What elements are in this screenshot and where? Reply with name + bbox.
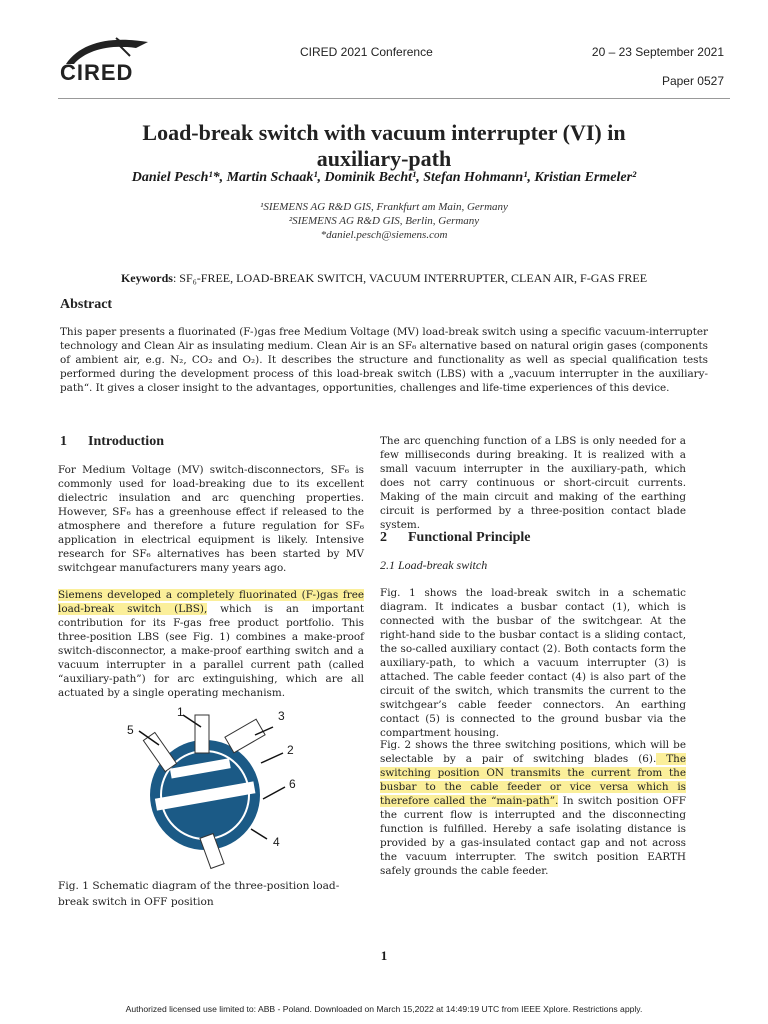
lbs-schematic-diagram — [115, 705, 315, 875]
intro-paragraph-1: For Medium Voltage (MV) switch-disconnectors, SF₆ is commonly used for load-breaking due to its excellent dielectric insulation and arc quenching properties. However, SF₆ has a greenhouse effect if released to the atmosphere and therefore a future regulation for SF₆ application in electrical equipment is likely. Intensive research for SF₆ alternatives has been started by MV switchgear manufacturers many years ago. — [58, 464, 364, 574]
logo-text: CIRED — [60, 60, 134, 85]
paper-number: Paper 0527 — [661, 74, 724, 88]
figure-1-caption: Fig. 1 Schematic diagram of the three-position load-break switch in OFF position — [58, 880, 340, 908]
right-paragraph-3 — [380, 738, 686, 878]
abstract-text: This paper presents a fluorinated (F-)gas free Medium Voltage (MV) load-break switch using a specific vacuum-interrupter technology and Clean Air as insulating medium. Clean Air is an SF₆ alternative based on natural origin gases (components of ambient air, e.g. N₂, CO₂ and O₂). It describes the structure and functionality as well as special qualification tests performed during the development process of this load-break switch (LBS) with a „vacuum interrupter in the auxiliary-path“. It gives a closer insight to the advantages, opportunities, challenges and life-time experiences of this device. — [60, 326, 708, 394]
right-paragraph-3-end: In switch position OFF the current flow is interrupted and the disconnecting function is fulfilled. Hereby a safe isolating distance is provided by a gas-insulated contact gap and not across the vacuum interrupter. The switch position EARTH safely grounds the cable feeder. — [380, 795, 687, 877]
affiliation-2: ²SIEMENS AG R&D GIS, Berlin, Germany — [288, 215, 480, 227]
keywords-label: Keywords — [120, 271, 173, 285]
affiliation-email: *daniel.pesch@siemens.com — [320, 229, 448, 241]
right-paragraph-2: Fig. 1 shows the load-break switch in a schematic diagram. It indicates a busbar contact (1), which is connected with the busbar of the switchgear. At the right-hand side to the busbar contact is a sliding contact, the so-called auxiliary contact (2). Both contacts form the auxiliary-path, to which a vacuum interrupter (3) is attached. The cable feeder contact (4) is also part of the circuit of the switch, which transmits the current to the switchgear’s cable feeder connectors. An earthing contact (5) is connected to the ground busbar via the compartment housing. — [380, 587, 686, 739]
fig1-label-2: 2 — [287, 743, 294, 757]
intro-paragraph-2 — [58, 588, 364, 700]
intro-highlight: Siemens developed a completely fluorinated (F-)gas free load-break switch (LBS), — [58, 589, 364, 615]
fig1-label-4: 4 — [273, 835, 280, 849]
keywords — [60, 271, 708, 286]
right-paragraph-1: The arc quenching function of a LBS is only needed for a few milliseconds during breaking. It is realized with a small vacuum interrupter in the auxiliary-path, which does not carry continuous or short-circuit currents. Making of the main circuit and making of the earthing circuit is performed by a three-position contact blade system. — [380, 435, 686, 531]
keywords-text: : SF₆-FREE, LOAD-BREAK SWITCH, VACUUM INTERRUPTER, CLEAN AIR, F-GAS FREE — [172, 271, 648, 285]
fig1-label-5: 5 — [127, 723, 134, 737]
header-rule — [58, 98, 730, 99]
subsection-2-1-heading: 2.1 Load-break switch — [380, 558, 488, 572]
title-line-1: Load-break switch with vacuum interrupter (VI) in — [142, 120, 626, 145]
cired-logo — [56, 34, 156, 84]
affiliation-1: ¹SIEMENS AG R&D GIS, Frankfurt am Main, Germany — [260, 201, 508, 213]
section-2-heading: 2 Functional Principle — [380, 530, 531, 545]
right-paragraph-3-start: Fig. 2 shows the three switching positions, which will be selectable by a pair of switching blades (6). — [380, 739, 686, 765]
paper-title — [60, 120, 708, 172]
abstract-heading: Abstract — [60, 297, 113, 312]
section-1-heading: 1 Introduction — [60, 434, 164, 449]
conference-dates: 20 – 23 September 2021 — [591, 45, 724, 59]
page-number: 1 — [380, 948, 388, 963]
conference-name: CIRED 2021 Conference — [300, 45, 433, 59]
fig1-label-1: 1 — [177, 705, 184, 719]
intro-paragraph-2-rest: which is an important contribution for its F-gas free product portfolio. This three-position LBS (see Fig. 1) combines a make-proof switch-disconnector, a make-proof earthing switch and a vacuum interrupter in a parallel current path (called “auxiliary-path”) for arc extinguishing, which are all actuated by a single operating mechanism. — [58, 603, 364, 699]
fig1-label-6: 6 — [289, 777, 296, 791]
figure-1 — [115, 705, 315, 875]
main-path-highlight: The switching position ON transmits the current from the busbar to the cable feeder or vice versa which is therefore called the “main-path”. — [380, 753, 686, 807]
title-line-2: auxiliary-path — [316, 146, 452, 171]
authors: Daniel Pesch¹*, Martin Schaak¹, Dominik Becht¹, Stefan Hohmann¹, Kristian Ermeler² — [131, 170, 637, 185]
license-footer: Authorized licensed use limited to: ABB - Poland. Downloaded on March 15,2022 at 14:49:19 UTC from IEEE Xplore. Restrictions apply. — [125, 1004, 643, 1014]
fig1-label-3: 3 — [278, 709, 285, 723]
